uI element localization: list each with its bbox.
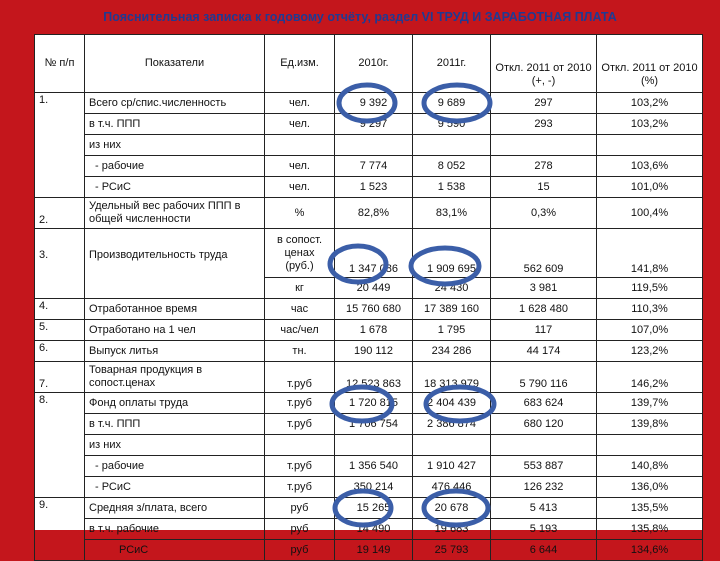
- table-row: [35, 114, 703, 135]
- value-2010: 1 356 540: [335, 456, 413, 477]
- header-num: № п/п: [35, 35, 85, 93]
- table-row: [35, 393, 703, 414]
- row-number: 1.: [35, 93, 85, 198]
- value-abs-dev: 683 624: [491, 393, 597, 414]
- value-2010: 1 706 754: [335, 414, 413, 435]
- value-pct-dev: [597, 435, 703, 456]
- value-pct-dev: 135,8%: [597, 519, 703, 540]
- value-pct-dev: 140,8%: [597, 456, 703, 477]
- page-title: Пояснительная записка к годовому отчёту, раздел VI ТРУД И ЗАРАБОТНАЯ ПЛАТА: [103, 10, 617, 24]
- value-2011: 24 430: [413, 278, 491, 299]
- value-abs-dev: 117: [491, 320, 597, 341]
- row-number: 2.: [35, 198, 85, 229]
- value-abs-dev: 562 609: [491, 229, 597, 278]
- row-unit: чел.: [265, 156, 335, 177]
- value-2010: 82,8%: [335, 198, 413, 229]
- value-2010: [335, 135, 413, 156]
- table-row: [35, 362, 703, 393]
- value-abs-dev: 1 628 480: [491, 299, 597, 320]
- value-2010: 1 523: [335, 177, 413, 198]
- row-indicator: Всего ср/спис.численность: [85, 93, 265, 114]
- row-indicator: в т.ч. рабочие: [85, 519, 265, 540]
- value-pct-dev: 146,2%: [597, 362, 703, 393]
- row-unit: [265, 435, 335, 456]
- row-number: 8.: [35, 393, 85, 498]
- value-abs-dev: 5 413: [491, 498, 597, 519]
- row-number: 5.: [35, 320, 85, 341]
- row-indicator: Средняя з/плата, всего: [85, 498, 265, 519]
- row-indicator: Отработано на 1 чел: [85, 320, 265, 341]
- value-abs-dev: [491, 135, 597, 156]
- value-2011: 476 446: [413, 477, 491, 498]
- table-row: [35, 519, 703, 540]
- row-unit: час: [265, 299, 335, 320]
- table-row: [35, 477, 703, 498]
- value-2010: 9 297: [335, 114, 413, 135]
- row-unit: чел.: [265, 93, 335, 114]
- header-2011: 2011г.: [413, 35, 491, 93]
- header-row: [35, 35, 703, 93]
- value-abs-dev: 15: [491, 177, 597, 198]
- value-pct-dev: 103,6%: [597, 156, 703, 177]
- row-indicator: в т.ч. ППП: [85, 114, 265, 135]
- row-number: 7.: [35, 362, 85, 393]
- row-number: 4.: [35, 299, 85, 320]
- value-2011: 20 678: [413, 498, 491, 519]
- table-row: [35, 198, 703, 229]
- row-number: 9.: [35, 498, 85, 561]
- value-2011: 17 389 160: [413, 299, 491, 320]
- header-2010: 2010г.: [335, 35, 413, 93]
- value-2011: 8 052: [413, 156, 491, 177]
- header-abs-dev: Откл. 2011 от 2010 (+, -): [491, 35, 597, 93]
- row-unit: [265, 135, 335, 156]
- table-row: [35, 540, 703, 561]
- value-abs-dev: 6 644: [491, 540, 597, 561]
- value-abs-dev: 0,3%: [491, 198, 597, 229]
- value-2010: 12 523 863: [335, 362, 413, 393]
- value-2010: 19 149: [335, 540, 413, 561]
- table-row: [35, 498, 703, 519]
- value-2010: 14 490: [335, 519, 413, 540]
- table-row: [35, 435, 703, 456]
- row-unit: чел.: [265, 177, 335, 198]
- value-abs-dev: 3 981: [491, 278, 597, 299]
- value-abs-dev: 293: [491, 114, 597, 135]
- value-abs-dev: 297: [491, 93, 597, 114]
- row-indicator: - рабочие: [85, 456, 265, 477]
- row-indicator: Товарная продукция в сопост.ценах: [85, 362, 265, 393]
- value-abs-dev: 126 232: [491, 477, 597, 498]
- value-pct-dev: 139,7%: [597, 393, 703, 414]
- row-indicator: Производительность труда: [85, 229, 265, 299]
- value-2011: 83,1%: [413, 198, 491, 229]
- value-2011: 9 590: [413, 114, 491, 135]
- table-row: [35, 414, 703, 435]
- row-indicator: из них: [85, 435, 265, 456]
- table-row: [35, 299, 703, 320]
- value-2011: [413, 135, 491, 156]
- row-unit: т.руб: [265, 477, 335, 498]
- row-indicator: Отработанное время: [85, 299, 265, 320]
- value-pct-dev: 141,8%: [597, 229, 703, 278]
- row-indicator: - рабочие: [85, 156, 265, 177]
- value-abs-dev: 5 193: [491, 519, 597, 540]
- table-row: [35, 177, 703, 198]
- value-2011: 19 683: [413, 519, 491, 540]
- header-unit: Ед.изм.: [265, 35, 335, 93]
- value-2010: [335, 435, 413, 456]
- value-2010: 1 720 815: [335, 393, 413, 414]
- row-unit: тн.: [265, 341, 335, 362]
- value-pct-dev: 135,5%: [597, 498, 703, 519]
- row-unit: кг: [265, 278, 335, 299]
- row-indicator: - РСиС: [85, 177, 265, 198]
- value-2011: [413, 435, 491, 456]
- value-2011: 18 313 979: [413, 362, 491, 393]
- row-unit: %: [265, 198, 335, 229]
- value-pct-dev: 100,4%: [597, 198, 703, 229]
- value-2010: 15 265: [335, 498, 413, 519]
- value-2011: 25 793: [413, 540, 491, 561]
- table-row: [35, 135, 703, 156]
- value-2010: 15 760 680: [335, 299, 413, 320]
- value-2010: 7 774: [335, 156, 413, 177]
- table-row: [35, 93, 703, 114]
- row-indicator: из них: [85, 135, 265, 156]
- value-2011: 234 286: [413, 341, 491, 362]
- value-2011: 2 386 874: [413, 414, 491, 435]
- row-unit: руб: [265, 498, 335, 519]
- value-abs-dev: 278: [491, 156, 597, 177]
- value-2011: 1 909 695: [413, 229, 491, 278]
- value-pct-dev: 136,0%: [597, 477, 703, 498]
- row-indicator: РСиС: [85, 540, 265, 561]
- value-abs-dev: [491, 435, 597, 456]
- value-abs-dev: 553 887: [491, 456, 597, 477]
- row-unit: т.руб: [265, 393, 335, 414]
- row-unit: руб: [265, 519, 335, 540]
- value-abs-dev: 5 790 116: [491, 362, 597, 393]
- value-2010: 9 392: [335, 93, 413, 114]
- value-pct-dev: 107,0%: [597, 320, 703, 341]
- report-sheet: [34, 34, 702, 556]
- value-2010: 20 449: [335, 278, 413, 299]
- value-pct-dev: 103,2%: [597, 93, 703, 114]
- value-pct-dev: 139,8%: [597, 414, 703, 435]
- header-pct-dev: Откл. 2011 от 2010 (%): [597, 35, 703, 93]
- value-pct-dev: 103,2%: [597, 114, 703, 135]
- row-unit: т.руб: [265, 362, 335, 393]
- value-2011: 9 689: [413, 93, 491, 114]
- table-row: [35, 156, 703, 177]
- row-number: 3.: [35, 229, 85, 299]
- value-pct-dev: 110,3%: [597, 299, 703, 320]
- value-2010: 350 214: [335, 477, 413, 498]
- table-row: [35, 456, 703, 477]
- value-pct-dev: 101,0%: [597, 177, 703, 198]
- row-indicator: - РСиС: [85, 477, 265, 498]
- value-abs-dev: 44 174: [491, 341, 597, 362]
- value-2011: 2 404 439: [413, 393, 491, 414]
- value-pct-dev: 134,6%: [597, 540, 703, 561]
- row-indicator: в т.ч. ППП: [85, 414, 265, 435]
- header-name: Показатели: [85, 35, 265, 93]
- value-2010: 190 112: [335, 341, 413, 362]
- value-2011: 1 538: [413, 177, 491, 198]
- row-unit: час/чел: [265, 320, 335, 341]
- row-unit: руб: [265, 540, 335, 561]
- row-unit: чел.: [265, 114, 335, 135]
- row-indicator: Удельный вес рабочих ППП в общей численности: [85, 198, 265, 229]
- value-pct-dev: 119,5%: [597, 278, 703, 299]
- row-unit: в сопост. ценах (руб.): [265, 229, 335, 278]
- table-row: [35, 229, 703, 278]
- row-indicator: Фонд оплаты труда: [85, 393, 265, 414]
- value-2010: 1 347 086: [335, 229, 413, 278]
- value-pct-dev: [597, 135, 703, 156]
- value-pct-dev: 123,2%: [597, 341, 703, 362]
- table-row: [35, 320, 703, 341]
- table-row: [35, 341, 703, 362]
- labor-table: [34, 34, 703, 561]
- value-abs-dev: 680 120: [491, 414, 597, 435]
- row-number: 6.: [35, 341, 85, 362]
- row-unit: т.руб: [265, 414, 335, 435]
- row-unit: т.руб: [265, 456, 335, 477]
- value-2011: 1 795: [413, 320, 491, 341]
- row-indicator: Выпуск литья: [85, 341, 265, 362]
- value-2011: 1 910 427: [413, 456, 491, 477]
- value-2010: 1 678: [335, 320, 413, 341]
